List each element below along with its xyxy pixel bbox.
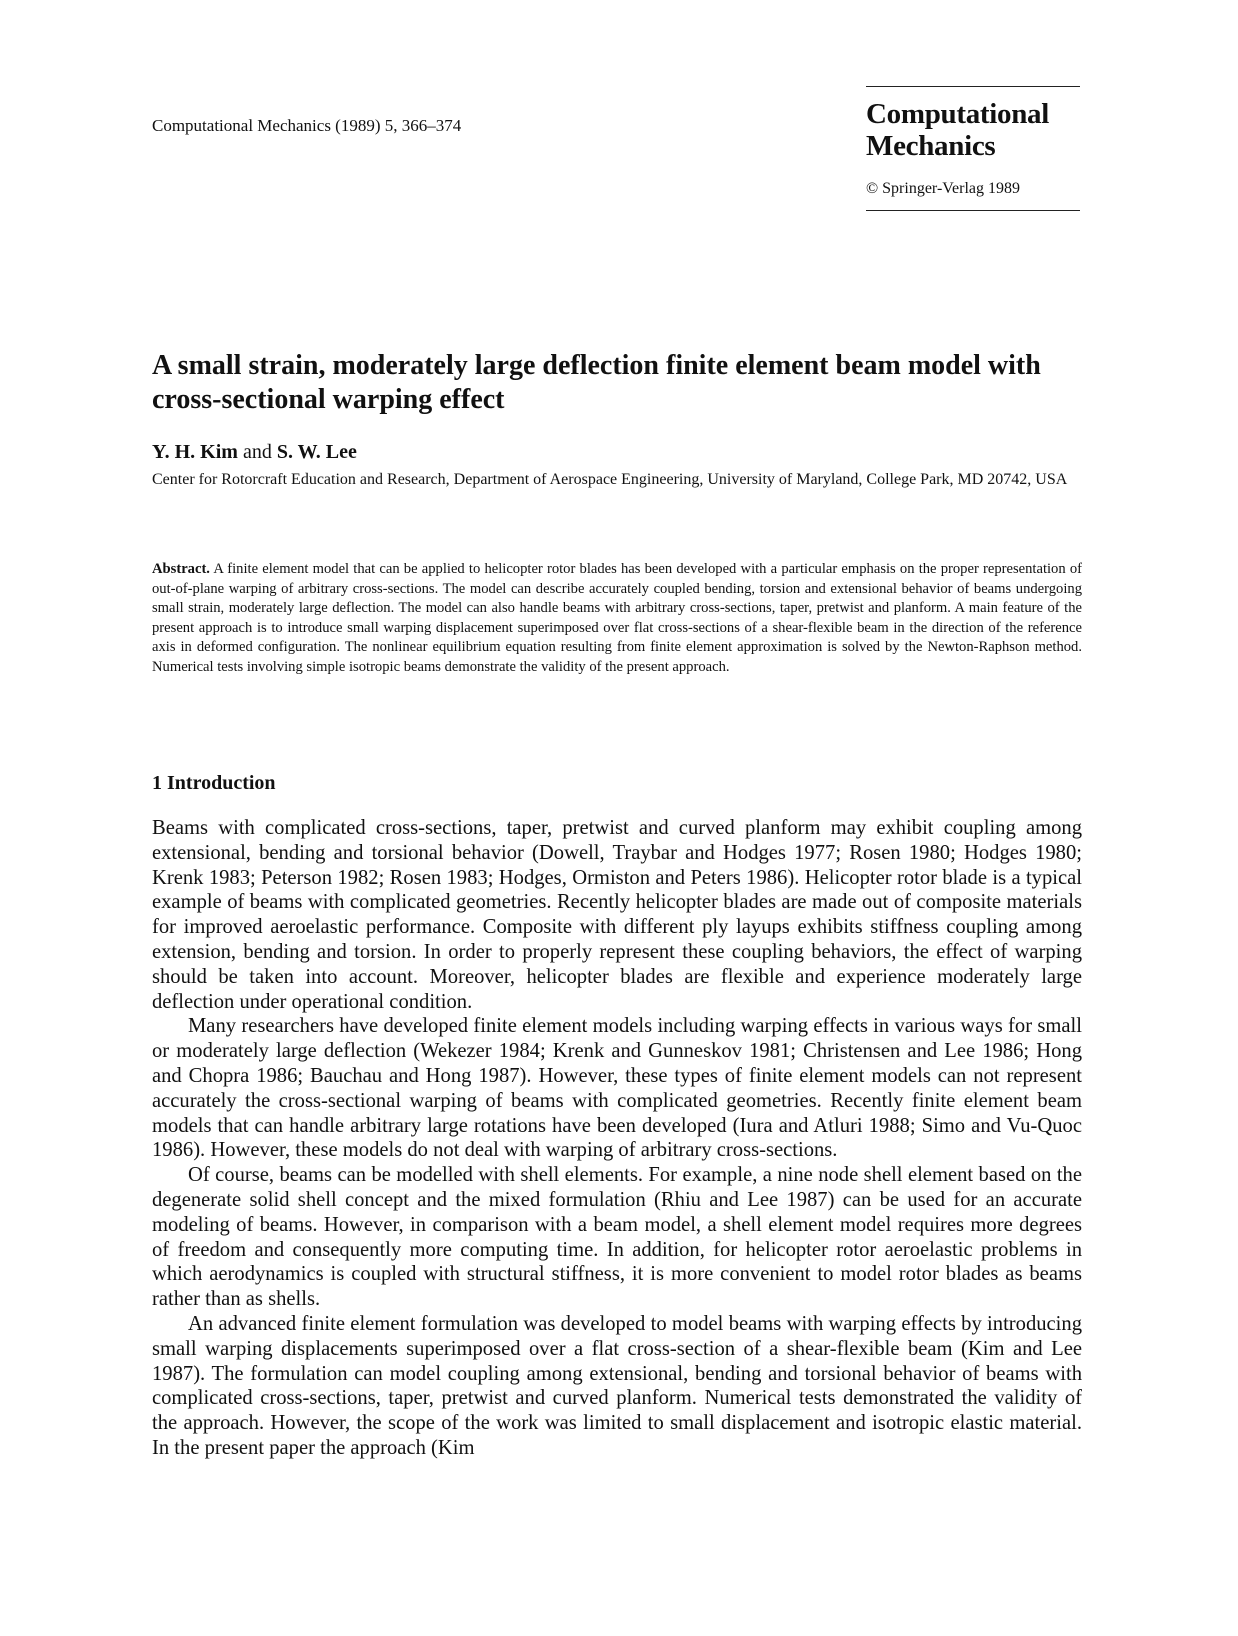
- abstract-text: A finite element model that can be applied to helicopter rotor blades has been developed with a particular emphasis on the proper representation of out-of-plane warping of arbitrary cross-sections. The model can describe accurately coupled bending, torsion and extensional behavior of beams undergoing small strain, moderately large deflection. The model can also handle beams with arbitrary cross-sections, taper, pretwist and planform. A main feature of the present approach is to introduce small warping displacement superimposed over flat cross-sections of a shear-flexible beam in the direction of the reference axis in deformed configuration. The nonlinear equilibrium equation resulting from finite element approximation is solved by the Newton-Raphson method. Numerical tests involving simple isotropic beams demonstrate the validity of the present approach.: [152, 561, 1082, 675]
- journal-brand: [866, 86, 1080, 211]
- introduction-body: [152, 816, 1082, 1461]
- abstract: [152, 560, 1082, 677]
- journal-citation: Computational Mechanics (1989) 5, 366–374: [152, 116, 462, 135]
- brand-bottom-rule: [866, 210, 1080, 211]
- paragraph: Of course, beams can be modelled with shell elements. For example, a nine node shell element based on the degenerate solid shell concept and the mixed formulation (Rhiu and Lee 1987) can be used for an accurate modeling of beams. However, in comparison with a beam model, a shell element model requires more degrees of freedom and consequently more computing time. In addition, for helicopter rotor aeroelastic problems in which aerodynamics is coupled with structural stiffness, it is more convenient to model rotor blades as beams rather than as shells.: [152, 1164, 1082, 1311]
- journal-name-line1: Computational: [866, 98, 1050, 130]
- paragraph: Beams with complicated cross-sections, taper, pretwist and curved planform may exhibit coupling among extensional, bending and torsional behavior (Dowell, Traybar and Hodges 1977; Rosen 1980; Hodges 1980; Krenk 1983; Peterson 1982; Rosen 1983; Hodges, Ormiston and Peters 1986). Helicopter rotor blade is a typical example of beams with complicated geometries. Recently helicopter blades are made out of composite materials for improved aeroelastic performance. Composite with different ply layups exhibits stiffness coupling among extension, bending and torsion. In order to properly represent these coupling behaviors, the effect of warping should be taken into account. Moreover, helicopter blades are flexible and experience moderately large deflection under operational condition.: [152, 817, 1082, 1013]
- author-conjunction: and: [237, 441, 277, 463]
- journal-name-line2: Mechanics: [866, 130, 996, 162]
- author-affiliation: Center for Rotorcraft Education and Research, Department of Aerospace Engineering, University of Maryland, College Park, MD 20742, USA: [152, 471, 1068, 488]
- paragraph: Many researchers have developed finite element models including warping effects in various ways for small or moderately large deflection (Wekezer 1984; Krenk and Gunneskov 1981; Christensen and Lee 1986; Hong and Chopra 1986; Bauchau and Hong 1987). However, these types of finite element models can not represent accurately the cross-sectional warping of beams with complicated geometries. Recently finite element beam models that can handle arbitrary large rotations have been developed (Iura and Atluri 1988; Simo and Vu-Quoc 1986). However, these models do not deal with warping of arbitrary cross-sections.: [152, 1015, 1082, 1162]
- author-2: S. W. Lee: [276, 441, 357, 463]
- journal-name: [866, 98, 1080, 162]
- brand-top-rule: [866, 86, 1080, 87]
- abstract-label: Abstract.: [152, 561, 210, 577]
- paragraph: An advanced finite element formulation was developed to model beams with warping effects by introducing small warping displacements superimposed over a flat cross-section of a shear-flexible beam (Kim and Lee 1987). The formulation can model coupling among extensional, bending and torsional behavior of beams with complicated cross-sections, taper, pretwist and curved planform. Numerical tests demonstrated the validity of the approach. However, the scope of the work was limited to small displacement and isotropic elastic material. In the present paper the approach (Kim: [152, 1312, 1082, 1459]
- copyright-notice: © Springer-Verlag 1989: [866, 180, 1021, 197]
- author-1: Y. H. Kim: [152, 441, 238, 463]
- author-line: [152, 441, 357, 464]
- section-heading-introduction: 1 Introduction: [152, 772, 276, 794]
- paper-title: A small strain, moderately large deflection finite element beam model with cross-sectional warping effect: [152, 350, 1041, 415]
